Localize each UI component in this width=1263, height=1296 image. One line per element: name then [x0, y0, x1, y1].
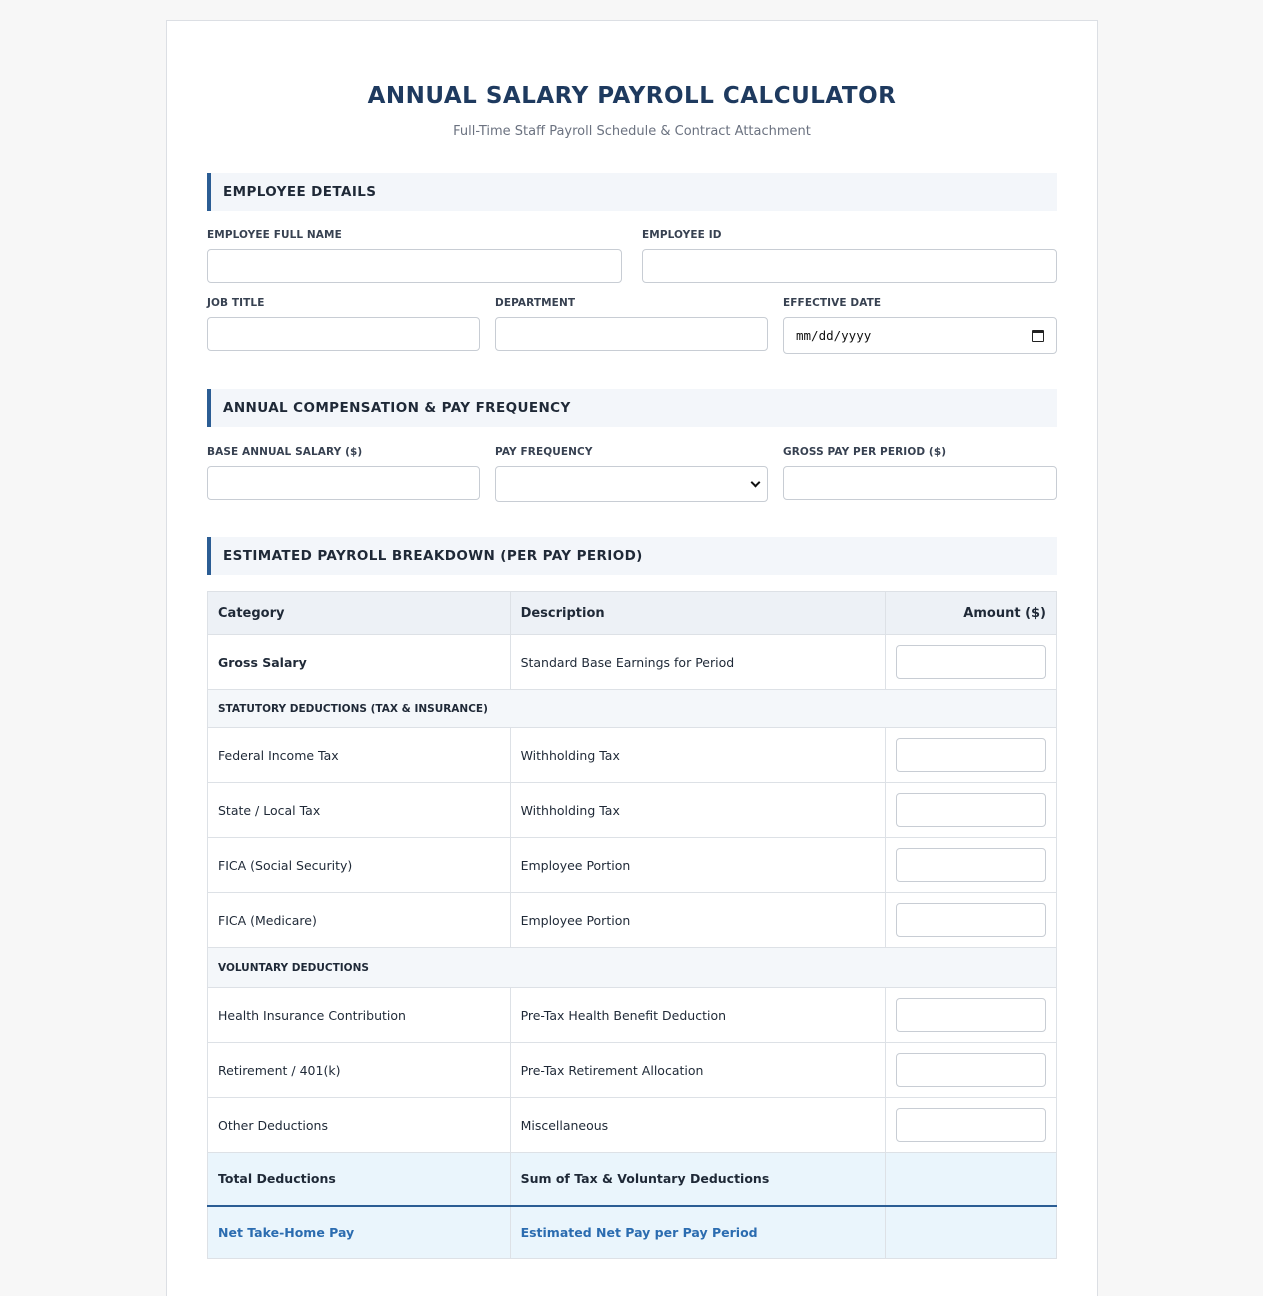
gross-amount-input[interactable]: [896, 645, 1046, 679]
row-amount-cell: [885, 838, 1056, 893]
row-amount-cell: [885, 988, 1056, 1043]
gross-amount-cell: [885, 635, 1056, 690]
total-deductions-row: [208, 1153, 1057, 1206]
effective-date-label: EFFECTIVE DATE: [783, 297, 882, 309]
pay-frequency-field: [495, 446, 768, 502]
row-description: Withholding Tax: [510, 728, 885, 783]
net-description: Estimated Net Pay per Pay Period: [510, 1206, 885, 1259]
row-category: FICA (Social Security): [208, 838, 511, 893]
retirement-amount-input[interactable]: [896, 1053, 1046, 1087]
effective-date-input[interactable]: [783, 317, 1057, 354]
gross-pay-input[interactable]: [783, 466, 1057, 500]
row-amount-cell: [885, 783, 1056, 838]
employee-name-input[interactable]: [207, 249, 622, 283]
employee-name-field: [207, 229, 622, 283]
department-input[interactable]: [495, 317, 768, 351]
voluntary-subheading: VOLUNTARY DEDUCTIONS: [208, 948, 1057, 988]
table-row-gross-salary: [208, 635, 1057, 690]
employee-id-label: EMPLOYEE ID: [642, 229, 722, 241]
federal-tax-amount-input[interactable]: [896, 738, 1046, 772]
payroll-sheet: [166, 20, 1098, 1296]
calendar-icon[interactable]: [1032, 330, 1044, 342]
row-description: Employee Portion: [510, 838, 885, 893]
row-category: Health Insurance Contribution: [208, 988, 511, 1043]
table-row: [208, 1043, 1057, 1098]
page-subtitle: Full-Time Staff Payroll Schedule & Contract Attachment: [453, 124, 811, 139]
table-row: [208, 838, 1057, 893]
row-category: Federal Income Tax: [208, 728, 511, 783]
table-row: [208, 783, 1057, 838]
department-label: DEPARTMENT: [495, 297, 576, 309]
section-employee-details: EMPLOYEE DETAILS: [207, 173, 1057, 211]
table-row: [208, 893, 1057, 948]
row-category: Retirement / 401(k): [208, 1043, 511, 1098]
employee-id-field: [642, 229, 1057, 283]
table-row: [208, 1098, 1057, 1153]
gross-pay-label: GROSS PAY PER PERIOD ($): [783, 446, 947, 458]
section-compensation: ANNUAL COMPENSATION & PAY FREQUENCY: [207, 389, 1057, 427]
department-field: [495, 297, 768, 351]
employee-name-label: EMPLOYEE FULL NAME: [207, 229, 342, 241]
payroll-breakdown-table: [207, 591, 1057, 1259]
total-category: Total Deductions: [208, 1153, 511, 1206]
statutory-subheading-row: [208, 690, 1057, 728]
voluntary-subheading-row: [208, 948, 1057, 988]
gross-pay-field: [783, 446, 1057, 500]
state-tax-amount-input[interactable]: [896, 793, 1046, 827]
total-description: Sum of Tax & Voluntary Deductions: [510, 1153, 885, 1206]
row-description: Employee Portion: [510, 893, 885, 948]
row-amount-cell: [885, 1043, 1056, 1098]
net-amount-cell: [885, 1206, 1056, 1259]
row-category: Other Deductions: [208, 1098, 511, 1153]
row-amount-cell: [885, 728, 1056, 783]
row-amount-cell: [885, 1098, 1056, 1153]
pay-frequency-select[interactable]: [495, 466, 768, 502]
column-header-category: Category: [208, 592, 511, 635]
row-description: Withholding Tax: [510, 783, 885, 838]
chevron-down-icon: [751, 477, 761, 487]
base-salary-label: BASE ANNUAL SALARY ($): [207, 446, 363, 458]
pay-frequency-label: PAY FREQUENCY: [495, 446, 593, 458]
row-description: Pre-Tax Health Benefit Deduction: [510, 988, 885, 1043]
section-breakdown: ESTIMATED PAYROLL BREAKDOWN (PER PAY PERIOD): [207, 537, 1057, 575]
column-header-amount: Amount ($): [885, 592, 1056, 635]
other-deductions-amount-input[interactable]: [896, 1108, 1046, 1142]
row-amount-cell: [885, 893, 1056, 948]
row-description: Pre-Tax Retirement Allocation: [510, 1043, 885, 1098]
column-header-description: Description: [510, 592, 885, 635]
gross-category: Gross Salary: [208, 635, 511, 690]
statutory-subheading: STATUTORY DEDUCTIONS (TAX & INSURANCE): [208, 690, 1057, 728]
gross-description: Standard Base Earnings for Period: [510, 635, 885, 690]
row-category: State / Local Tax: [208, 783, 511, 838]
page-title: ANNUAL SALARY PAYROLL CALCULATOR: [367, 83, 897, 109]
job-title-field: [207, 297, 480, 351]
health-insurance-amount-input[interactable]: [896, 998, 1046, 1032]
employee-id-input[interactable]: [642, 249, 1057, 283]
effective-date-field: [783, 297, 1057, 354]
base-salary-input[interactable]: [207, 466, 480, 500]
date-placeholder: mm/dd/yyyy: [796, 328, 872, 343]
net-pay-row: [208, 1206, 1057, 1259]
table-header-row: [208, 592, 1057, 635]
job-title-input[interactable]: [207, 317, 480, 351]
total-amount-cell: [885, 1153, 1056, 1206]
row-category: FICA (Medicare): [208, 893, 511, 948]
job-title-label: JOB TITLE: [207, 297, 265, 309]
net-category: Net Take-Home Pay: [208, 1206, 511, 1259]
row-description: Miscellaneous: [510, 1098, 885, 1153]
table-row: [208, 988, 1057, 1043]
medicare-amount-input[interactable]: [896, 903, 1046, 937]
table-row: [208, 728, 1057, 783]
social-security-amount-input[interactable]: [896, 848, 1046, 882]
base-salary-field: [207, 446, 480, 500]
